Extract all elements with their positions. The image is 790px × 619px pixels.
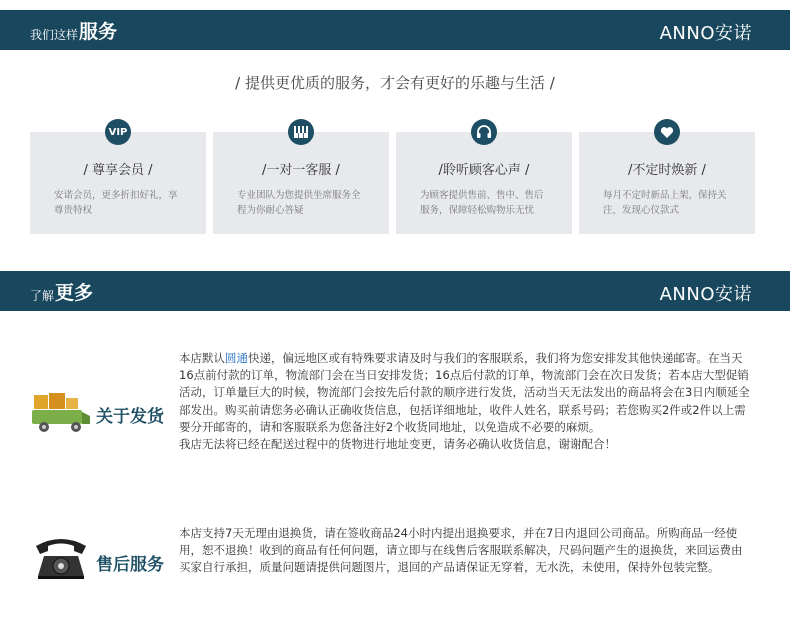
card-one-on-one-service — [213, 132, 389, 234]
card-renew — [579, 132, 755, 234]
yto-express-link[interactable]: 圆通 — [225, 351, 248, 365]
telephone-icon — [30, 532, 92, 586]
service-banner-prefix: 我们这样 — [30, 28, 79, 42]
shipping-text-before-link: 本店默认 — [179, 351, 225, 365]
vip-badge-text: VIP — [108, 126, 128, 138]
delivery-truck-icon — [30, 390, 92, 442]
service-banner-heading — [30, 10, 117, 50]
card-title: /聆听顾客心声 / — [438, 163, 530, 178]
shipping-text — [179, 350, 751, 453]
headphones-icon — [471, 119, 497, 145]
after-sales-label: 售后服务 — [96, 555, 164, 575]
more-banner-prefix: 了解 — [30, 289, 55, 303]
card-desc: 每月不定时新品上架，保持关注，发现心仪款式 — [603, 190, 727, 216]
shipping-text-after-link: 快递，偏远地区或有特殊要求请及时与我们的客服联系，我们将为您安排发其他快递邮寄。在当天16点前付款的订单，物流部门会在当日安排发货；16点后付款的订单，物流部门会在次日发货；若本店大型促销活动，订单量巨大的时候，物流部门会按先后付款的顺序进行发货，活动当天无法发出的商品将会在3日内顺延全部发出。购买前请您务必确认正确收货信息，包括详细地址，收件人姓名，联系号码；若您购买2件或2件以上需要分开邮寄的，请和客服联系为您备注好2个收货同地址，以免造成不必要的麻烦。 — [179, 351, 750, 434]
brand-logo: ANNO安诺 — [659, 284, 752, 305]
card-title: /一对一客服 / — [262, 163, 340, 178]
after-sales-section — [30, 525, 760, 600]
card-desc: 为顾客提供售前、售中、售后服务，保障轻松购物乐无忧 — [420, 190, 544, 216]
card-title: / 尊享会员 / — [83, 163, 153, 178]
service-banner-title: 服务 — [79, 21, 118, 43]
shipping-paragraph-1 — [179, 350, 751, 436]
shipping-paragraph-2: 我店无法将已经在配送过程中的货物进行地址变更，请务必确认收货信息，谢谢配合！ — [179, 437, 616, 452]
card-desc: 专业团队为您提供坐席服务全程为你耐心答疑 — [237, 190, 361, 216]
service-banner — [0, 10, 790, 50]
after-sales-text: 本店支持7天无理由退换货，请在签收商品24小时内提出退换要求，并在7日内退回公司商品。所购商品一经使用，恕不退换！收到的商品有任何问题，请立即与在线售后客服联系解决，尺码问题产生的退换货，来回运费由买家自行承担，质量问题请提供问题图片，退回的产品请保证无穿着，无水洗，未使用，保持外包装完整。 — [179, 526, 743, 575]
card-vip — [30, 126, 206, 234]
slogan: / 提供更优质的服务，才会有更好的乐趣与生活 / — [235, 74, 555, 92]
vip-badge-icon — [105, 119, 131, 145]
piano-keys-icon — [288, 119, 314, 145]
shipping-section — [30, 350, 760, 480]
card-listen-customers — [396, 132, 572, 234]
shipping-label: 关于发货 — [96, 407, 164, 427]
more-banner-heading — [30, 271, 93, 311]
card-title: /不定时焕新 / — [628, 163, 706, 178]
brand-logo: ANNO安诺 — [659, 23, 752, 44]
more-banner — [0, 271, 790, 311]
heart-icon — [654, 119, 680, 145]
card-desc: 安诺会员，更多折扣好礼，享尊贵特权 — [54, 190, 178, 216]
more-banner-title: 更多 — [55, 282, 94, 304]
